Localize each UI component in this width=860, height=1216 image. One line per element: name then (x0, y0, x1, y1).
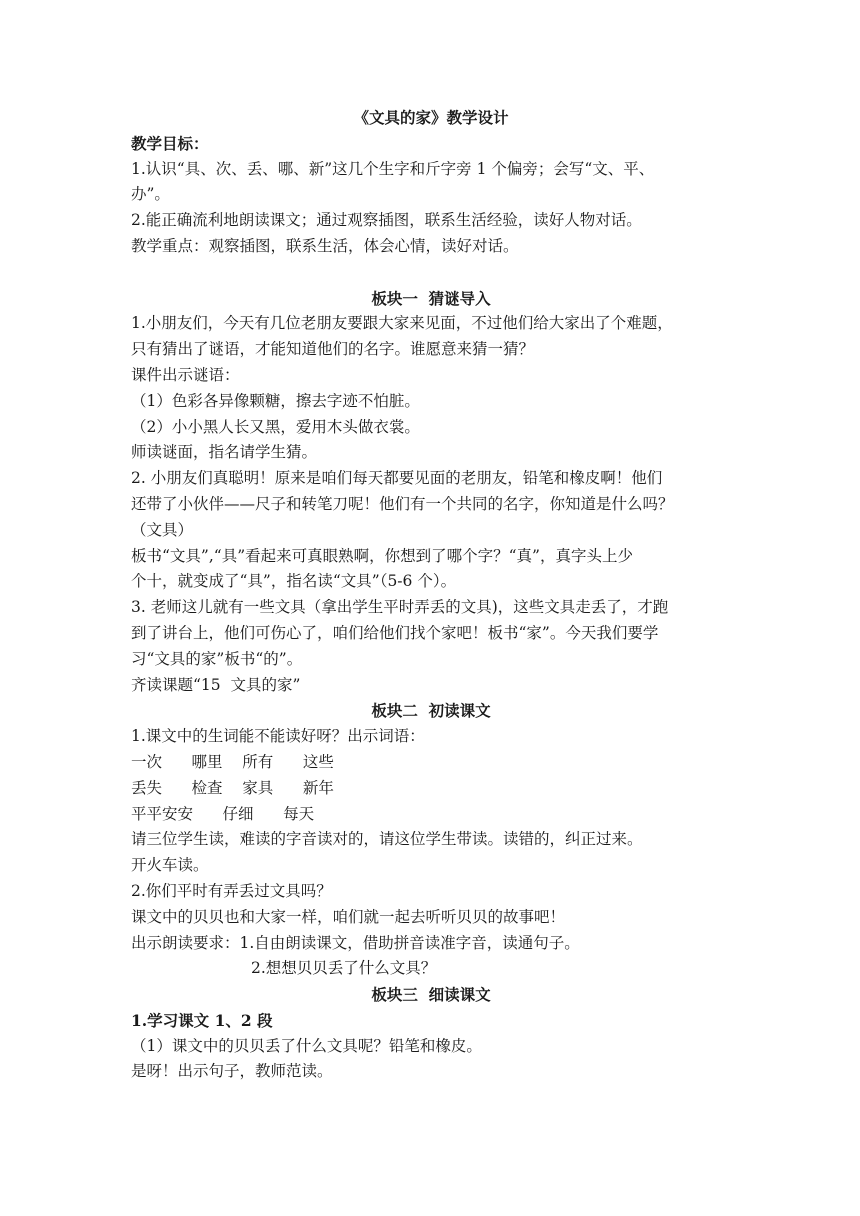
vocabulary-row: 丢失 检查 家具 新年 (131, 778, 334, 797)
paragraph-line: 1.小朋友们，今天有几位老朋友要跟大家来见面，不过他们给大家出了个难题， (131, 314, 673, 333)
section-1-heading: 板块一 猜谜导入 (371, 288, 491, 308)
paragraph-line: （1）课文中的贝贝丢了什么文具呢？铅笔和橡皮。 (131, 1036, 482, 1055)
paragraph-line: 请三位学生读，难读的字音读对的，请这位学生带读。读错的，纠正过来。 (131, 830, 643, 849)
paragraph-line: （文具） (131, 520, 194, 539)
vocabulary-row: 平平安安 仔细 每天 (131, 804, 315, 823)
paragraph-line: 到了讲台上，他们可伤心了，咱们给他们找个家吧！板书“家”。今天我们要学 (131, 623, 659, 642)
vocabulary-row: 一次 哪里 所有 这些 (131, 752, 334, 771)
paragraph-line: 只有猜出了谜语，才能知道他们的名字。谁愿意来猜一猜？ (131, 340, 535, 359)
paragraph-line: 板书“文具”,“具”看起来可真眼熟啊，你想到了哪个字？“真”，真字头上少 (131, 546, 633, 565)
goal-2: 2.能正确流利地朗读课文；通过观察插图，联系生活经验，读好人物对话。 (131, 211, 642, 230)
paragraph-line: 师读谜面，指名请学生猜。 (131, 443, 318, 462)
riddle-1: （1）色彩各异像颗糖，擦去字迹不怕脏。 (131, 391, 420, 410)
paragraph-line: 个十，就变成了“具”，指名读“文具”（5-6 个）。 (131, 572, 457, 591)
reading-requirement-2: 2.想想贝贝丢了什么文具？ (251, 959, 437, 978)
goal-1-line-2: 办”。 (131, 185, 170, 204)
paragraph-line: 课件出示谜语： (131, 365, 240, 384)
paragraph-line: 课文中的贝贝也和大家一样，咱们就一起去听听贝贝的故事吧！ (131, 907, 566, 926)
section-3-subheading: 1.学习课文 1、2 段 (131, 1010, 273, 1030)
paragraph-line: 习“文具的家”板书“的”。 (131, 649, 303, 668)
key-points: 教学重点：观察插图，联系生活，体会心情，读好对话。 (131, 236, 519, 255)
paragraph-line: 2.你们平时有弄丢过文具吗？ (131, 881, 332, 900)
paragraph-line: 3. 老师这儿就有一些文具（拿出学生平时弄丢的文具)，这些文具走丢了，才跑 (131, 598, 669, 617)
paragraph-line: 齐读课题“15 文具的家” (131, 675, 301, 694)
paragraph-line: 是呀！出示句子，教师范读。 (131, 1062, 333, 1081)
paragraph-line: 2. 小朋友们真聪明！原来是咱们每天都要见面的老朋友，铅笔和橡皮啊！他们 (131, 469, 663, 488)
goals-heading: 教学目标： (131, 133, 209, 153)
paragraph-line: 开火车读。 (131, 856, 209, 875)
document-title: 《文具的家》教学设计 (353, 108, 509, 127)
riddle-2: （2）小小黑人长又黑，爱用木头做衣裳。 (131, 417, 420, 436)
blank-line (131, 260, 731, 286)
paragraph-line: 还带了小伙伴——尺子和转笔刀呢！他们有一个共同的名字，你知道是什么吗？ (131, 494, 674, 513)
paragraph-line: 出示朗读要求：1.自由朗读课文，借助拼音读准字音，读通句子。 (131, 933, 580, 952)
section-2-heading: 板块二 初读课文 (371, 701, 491, 721)
paragraph-line: 1.课文中的生词能不能读好呀？出示词语： (131, 727, 425, 746)
document-body (131, 105, 731, 1085)
goal-1-line-1: 1.认识“具、次、丢、哪、新”这几个生字和斤字旁 1 个偏旁；会写“文、平、 (131, 159, 655, 178)
section-3-heading: 板块三 细读课文 (371, 985, 491, 1005)
